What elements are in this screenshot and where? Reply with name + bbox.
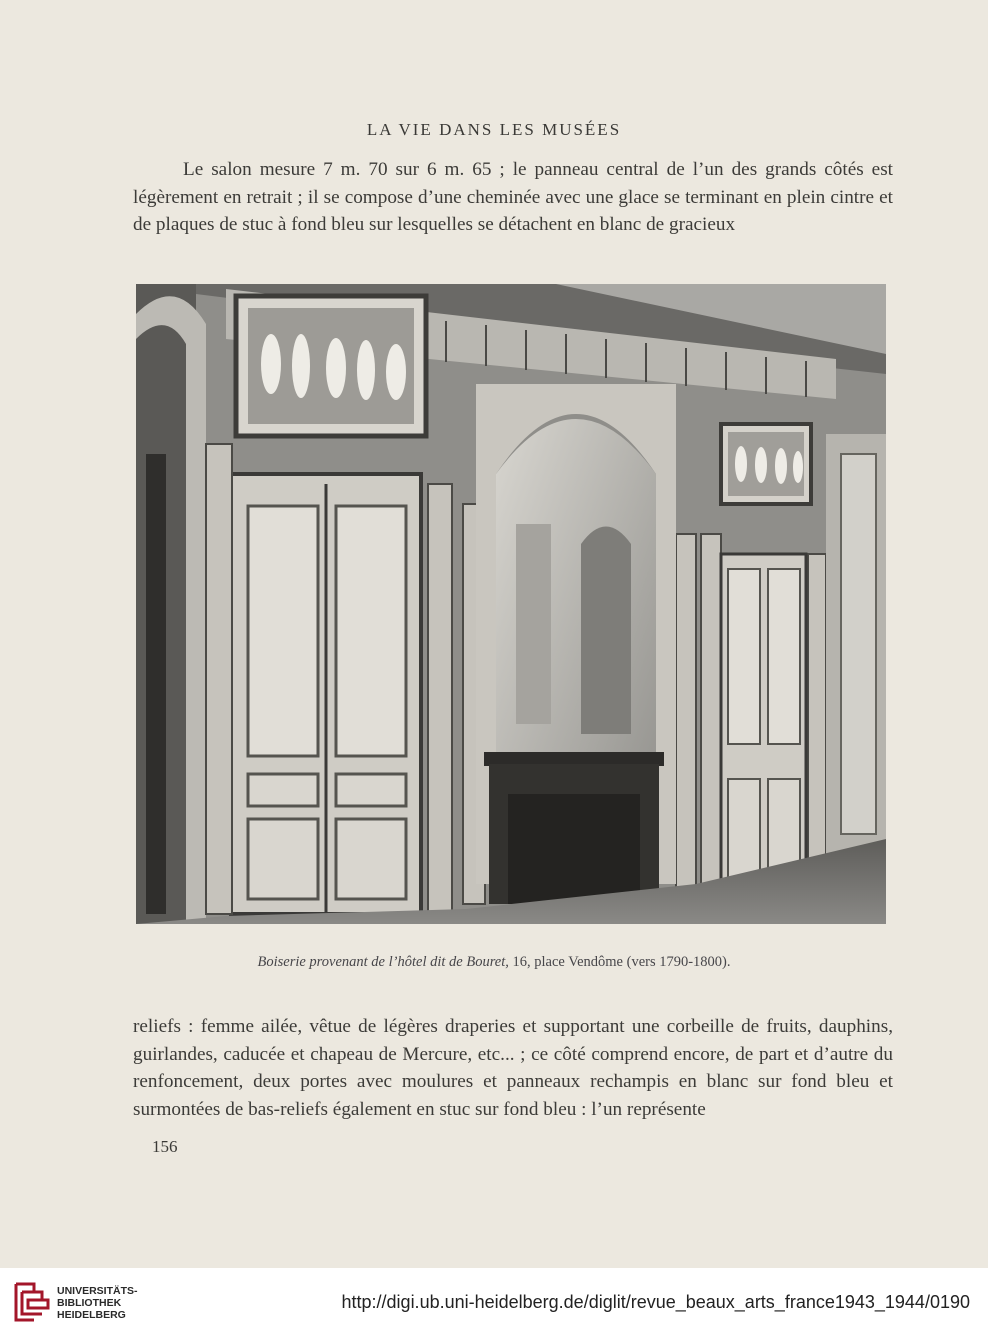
running-head: LA VIE DANS LES MUSÉES — [366, 120, 622, 139]
caption-italic: Boiserie provenant de l’hôtel dit de Bouret, — [257, 954, 509, 970]
library-footer — [0, 1268, 988, 1338]
page-number: 156 — [152, 1137, 178, 1156]
photo-plate-boiserie — [136, 284, 886, 924]
paragraph-bottom: reliefs : femme ailée, vêtue de légères draperies et supportant une corbeille de fruits, dauphins, guirlandes, caducée et chapeau de Mercure, etc... ; ce côté comprend encore, de part et d’autre du renfoncement, deux portes avec moulures et panneaux rechampis en blanc sur fond bleu et surmontées de bas-reliefs également en stuc sur fond bleu : l’un représente — [133, 1016, 893, 1120]
boiserie-photograph — [136, 284, 886, 924]
permalink-url[interactable]: http://digi.ub.uni-heidelberg.de/diglit/revue_beaux_arts_france1943_1944/0190 — [341, 1292, 970, 1312]
institution-line-1: UNIVERSITÄTS- — [57, 1285, 138, 1297]
institution-line-2: BIBLIOTHEK — [57, 1297, 122, 1309]
university-library-logo-icon — [12, 1278, 50, 1326]
caption-roman: 16, place Vendôme (vers 1790-1800). — [508, 954, 731, 970]
plate-caption — [0, 954, 988, 971]
institution-line-3: HEIDELBERG — [57, 1309, 126, 1321]
institution-name — [57, 1285, 138, 1321]
paragraph-top: Le salon mesure 7 m. 70 sur 6 m. 65 ; le panneau central de l’un des grands côtés est légèrement en retrait ; il se compose d’une cheminée avec une glace se terminant en plein cintre et de plaques de stuc à fond bleu sur lesquelles se détachent en blanc de gracieux — [133, 159, 893, 235]
